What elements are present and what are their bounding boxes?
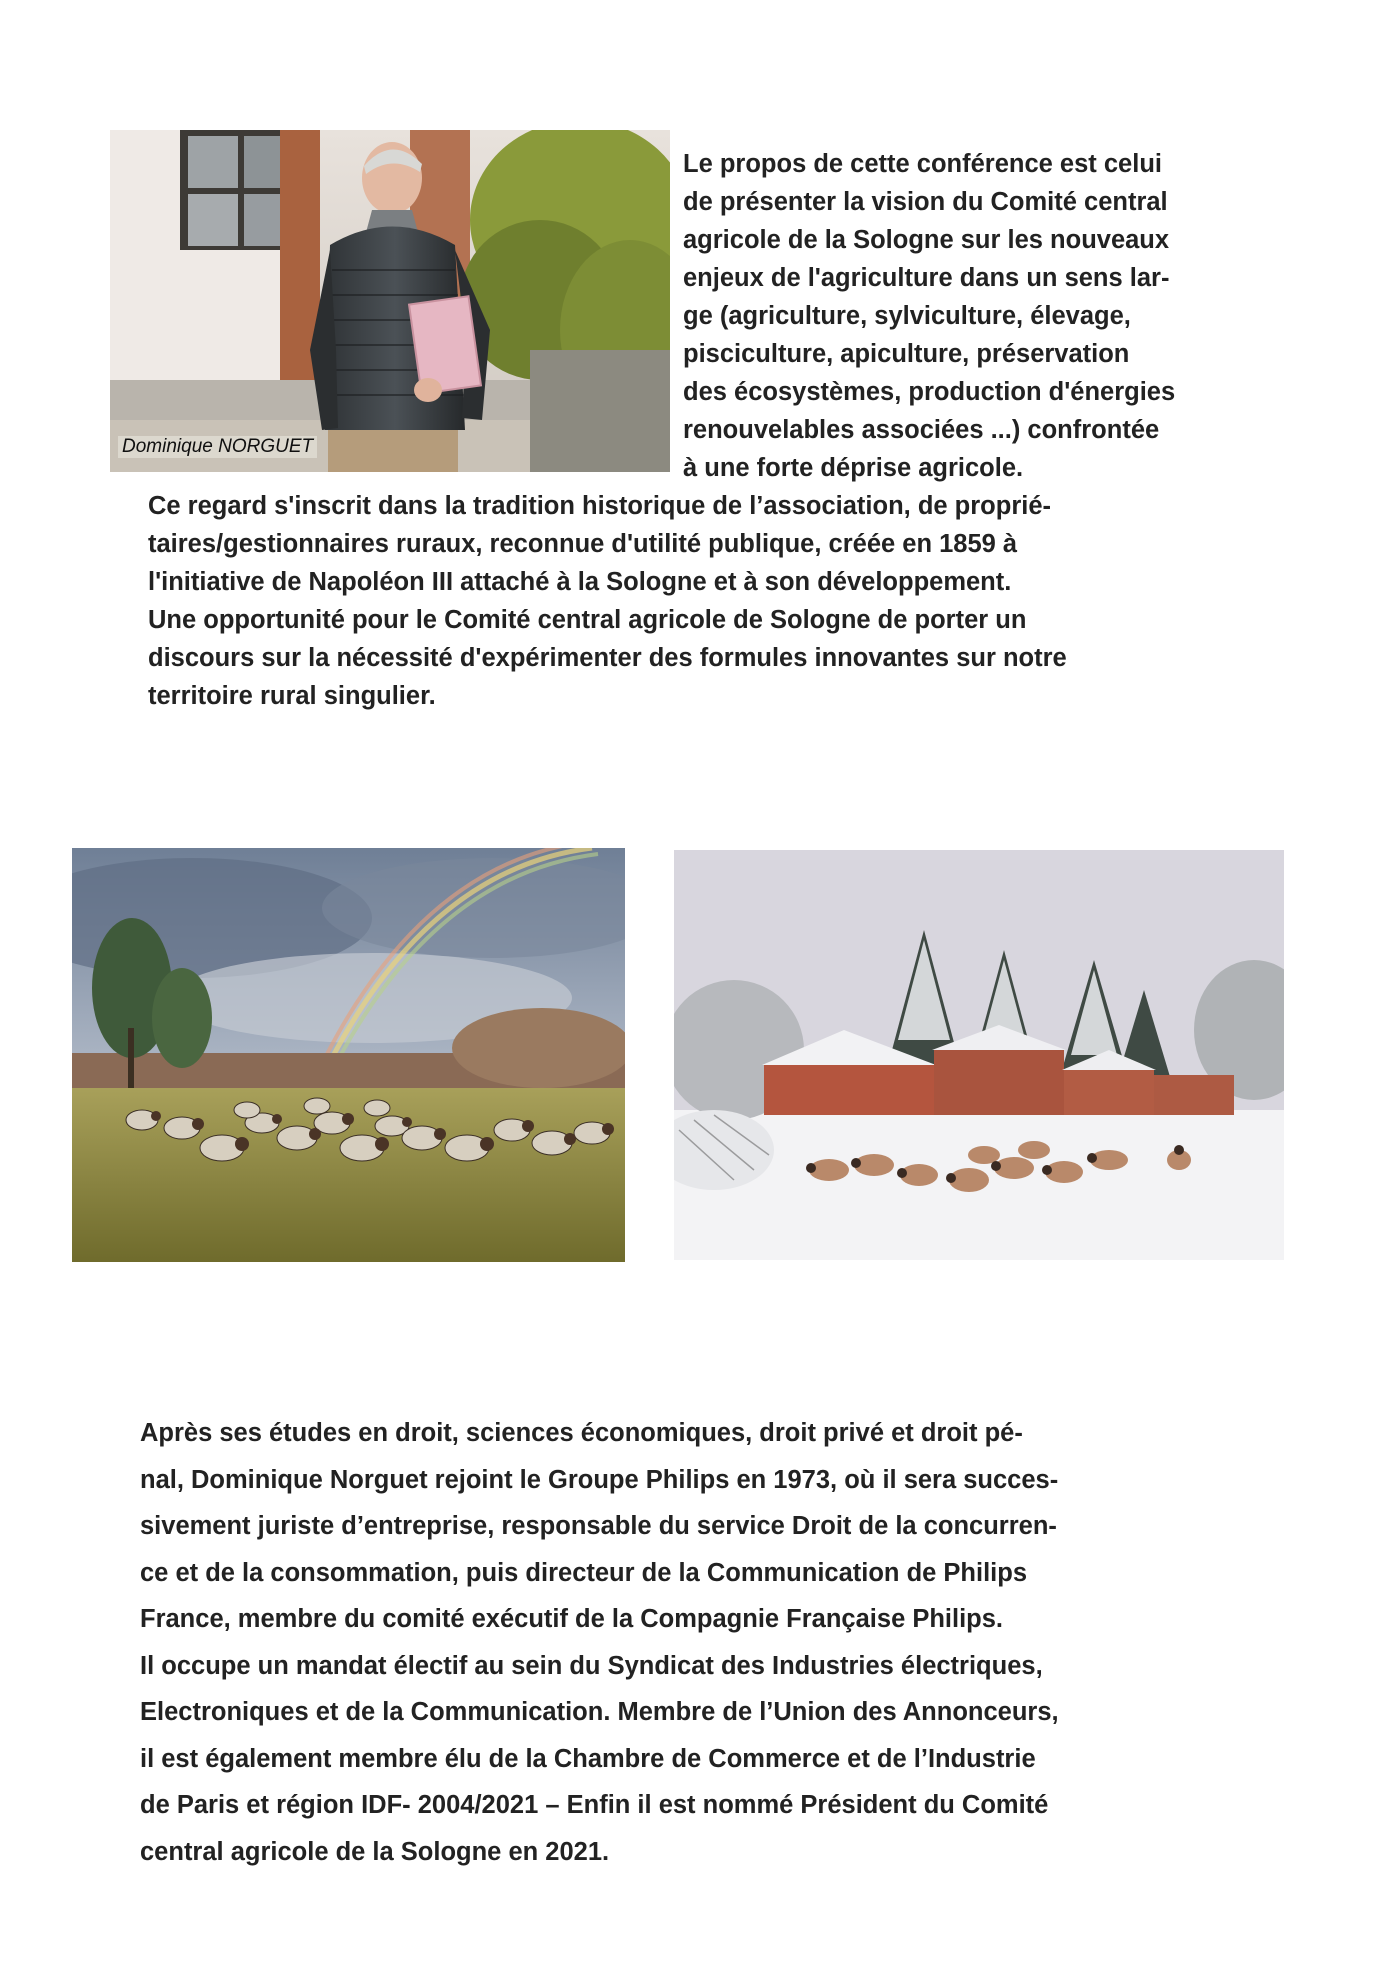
text-line: Le propos de cette conférence est celui <box>683 150 1162 178</box>
text-line: ge (agriculture, sylviculture, élevage, <box>683 302 1131 330</box>
text-line: agricole de la Sologne sur les nouveaux <box>683 226 1170 254</box>
text-line: sivement juriste d’entreprise, responsable du service Droit de la concurren- <box>140 1512 1057 1540</box>
text-line: nal, Dominique Norguet rejoint le Groupe Philips en 1973, où il sera succes- <box>140 1465 1059 1494</box>
text-line: pisciculture, apiculture, préservation <box>683 340 1130 368</box>
text-line: Ce regard s'inscrit dans la tradition historique de l’association, de proprié- <box>148 492 1052 520</box>
text-line: de Paris et région IDF- 2004/2021 – Enfin il est nommé Président du Comité <box>140 1791 1049 1819</box>
text-line: Après ses études en droit, sciences économiques, droit privé et droit pé- <box>140 1419 1023 1447</box>
portrait-photo <box>110 130 670 472</box>
intro-paragraph-full <box>148 487 1278 715</box>
text-line: il est également membre élu de la Chambre de Commerce et de l’Industrie <box>140 1744 1036 1773</box>
sheep-rainbow-photo <box>72 848 625 1262</box>
text-line: Une opportunité pour le Comité central agricole de Sologne de porter un <box>148 606 1027 634</box>
text-line: Electroniques et de la Communication. Membre de l’Union des Annonceurs, <box>140 1698 1059 1726</box>
text-line: central agricole de la Sologne en 2021. <box>140 1837 610 1866</box>
text-line: des écosystèmes, production d'énergies <box>683 378 1176 406</box>
sheep-snow-photo <box>674 850 1284 1260</box>
text-line: ce et de la consommation, puis directeur de la Communication de Philips <box>140 1558 1028 1587</box>
text-line: territoire rural singulier. <box>148 682 436 710</box>
portrait-image <box>110 130 670 472</box>
intro-paragraph-right <box>683 145 1283 487</box>
text-line: enjeux de l'agriculture dans un sens lar- <box>683 264 1170 292</box>
bio-paragraph <box>140 1410 1280 1875</box>
text-line: de présenter la vision du Comité central <box>683 188 1168 216</box>
text-line: l'initiative de Napoléon III attaché à la Sologne et à son développement. <box>148 568 1012 596</box>
sheep-snow-image <box>674 850 1284 1260</box>
text-line: taires/gestionnaires ruraux, reconnue d'utilité publique, créée en 1859 à <box>148 530 1018 558</box>
text-line: renouvelables associées ...) confrontée <box>683 416 1160 444</box>
sheep-rainbow-image <box>72 848 625 1262</box>
text-line: discours sur la nécessité d'expérimenter des formules innovantes sur notre <box>148 644 1067 672</box>
text-line: France, membre du comité exécutif de la Compagnie Française Philips. <box>140 1605 1004 1633</box>
text-line: à une forte déprise agricole. <box>683 454 1024 482</box>
text-line: Il occupe un mandat électif au sein du Syndicat des Industries électriques, <box>140 1651 1043 1680</box>
portrait-caption: Dominique NORGUET <box>118 436 317 458</box>
